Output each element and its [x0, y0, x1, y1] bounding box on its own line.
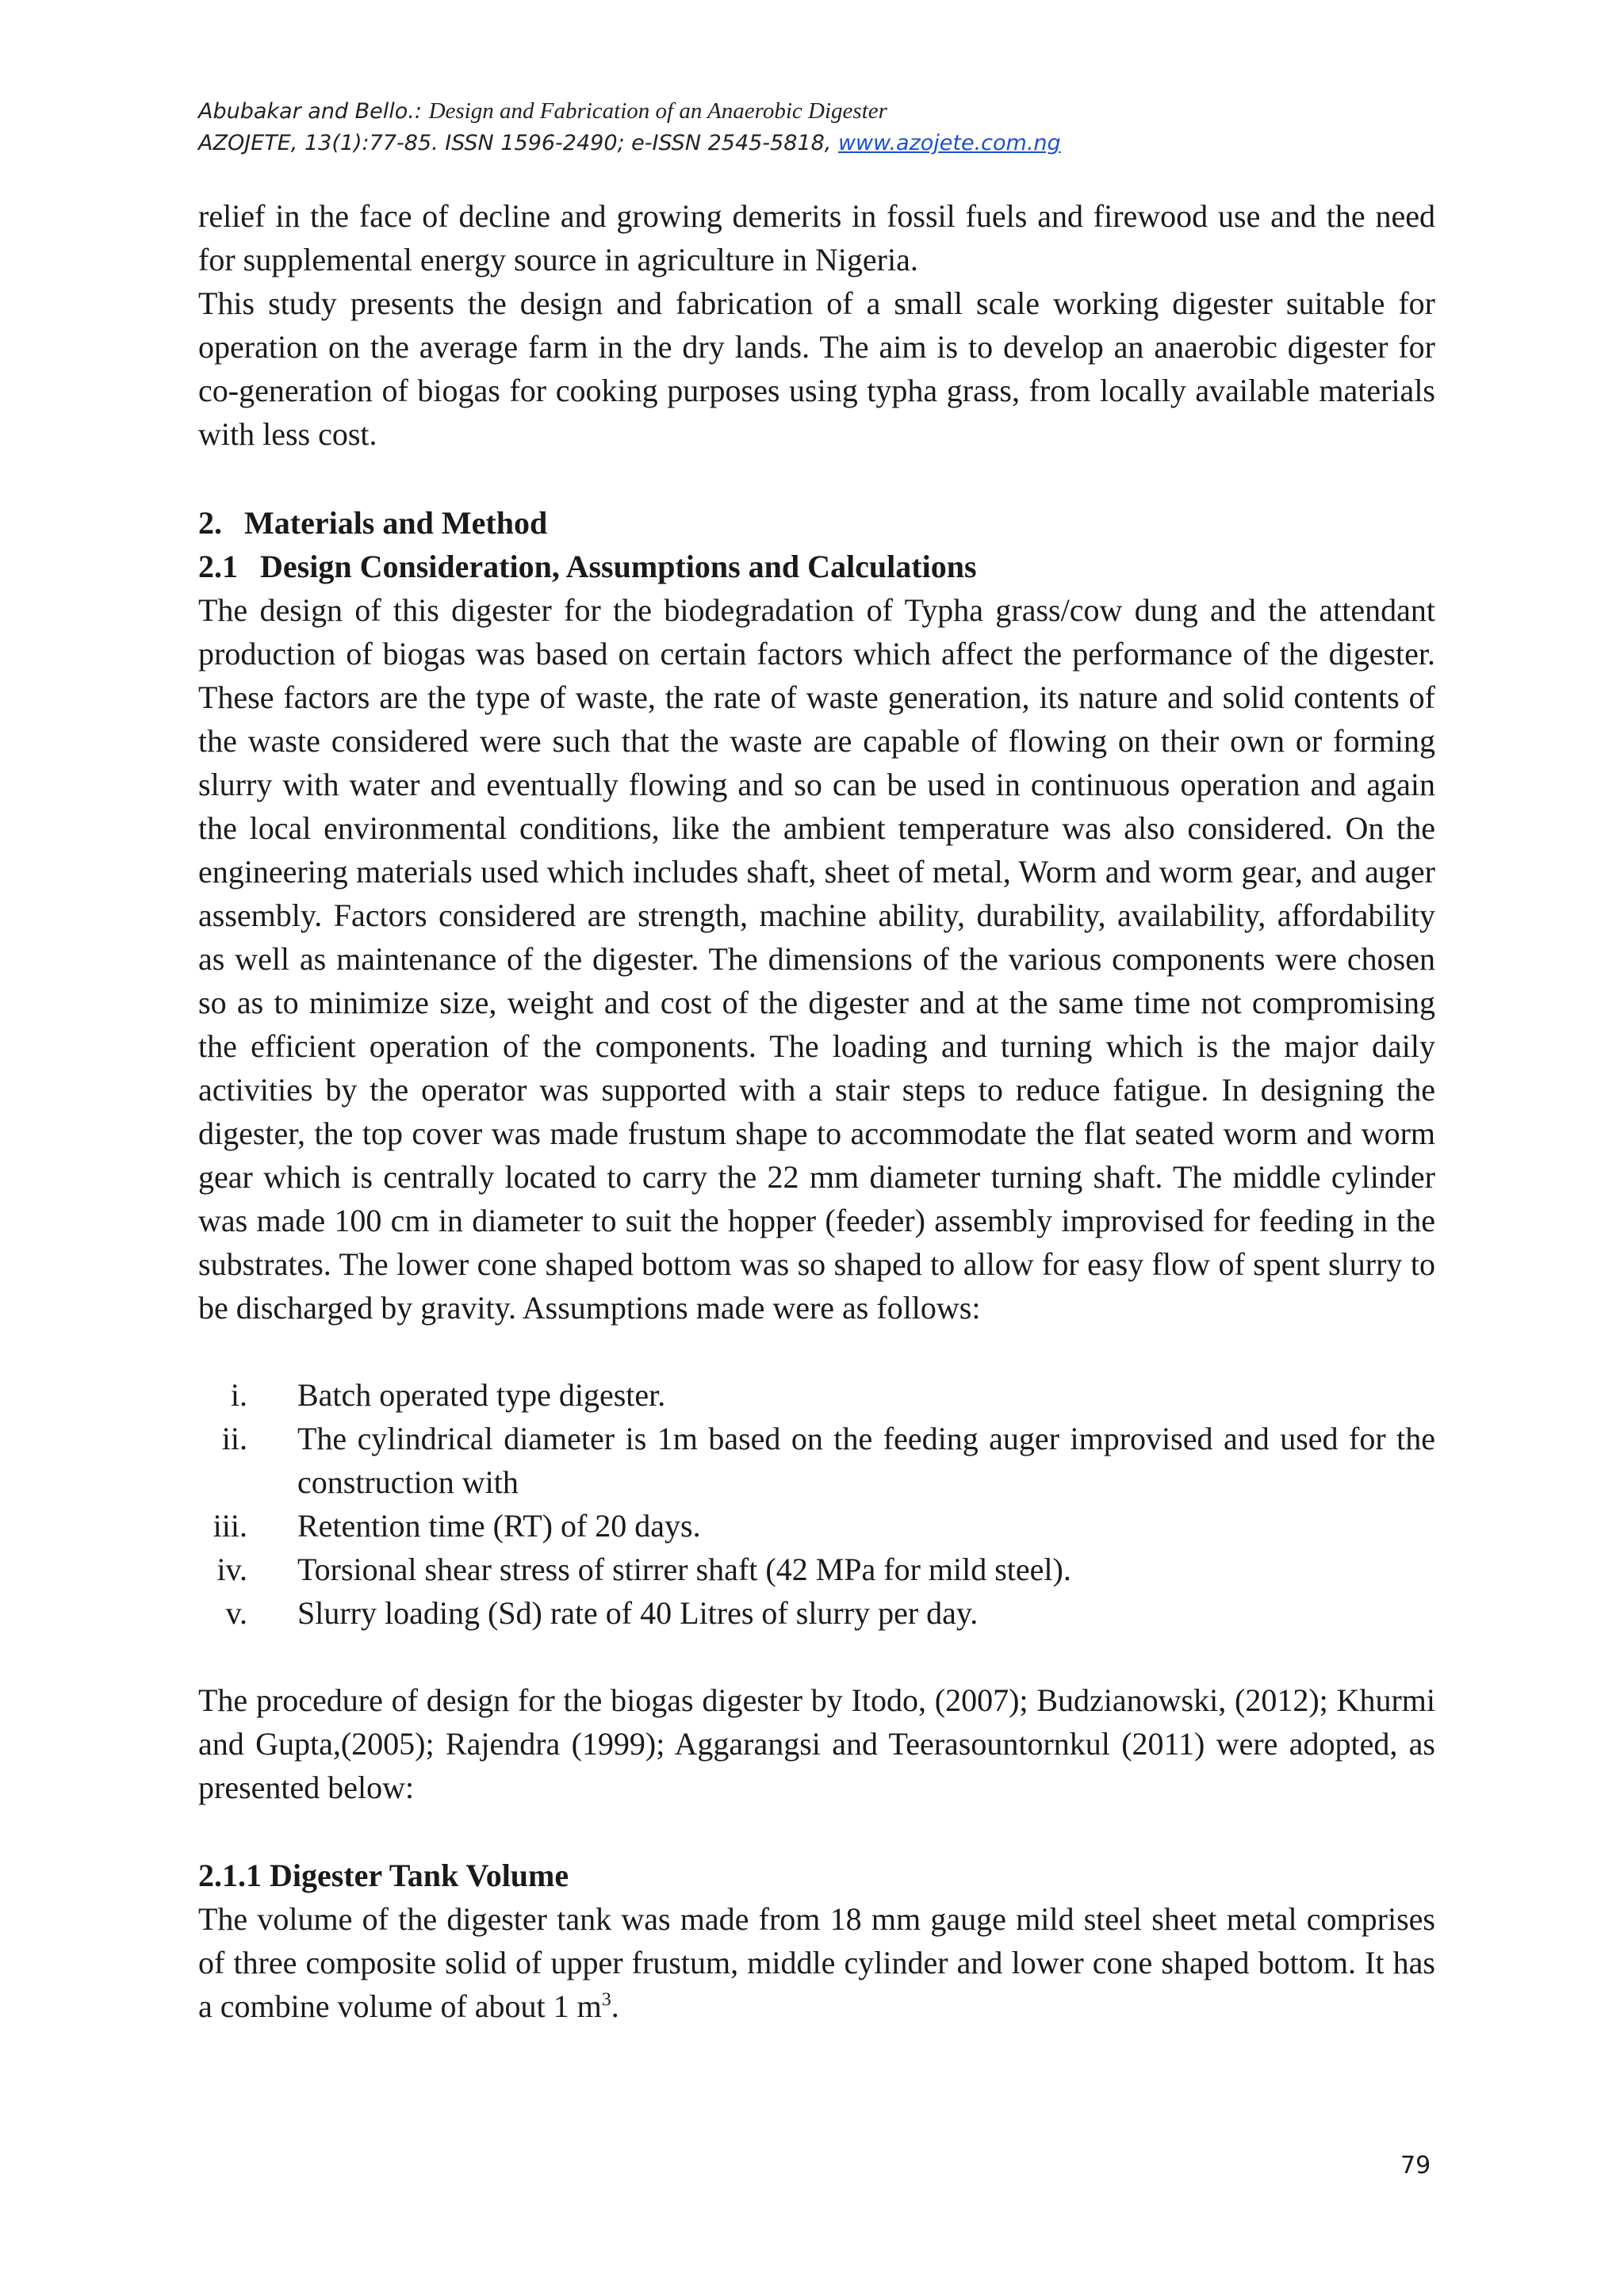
list-item — [198, 1417, 1435, 1504]
header-line-1 — [198, 95, 1435, 128]
header-journal-citation: AZOJETE, 13(1):77-85. ISSN 1596-2490; e-ISSN 2545-5818, — [198, 131, 832, 155]
list-item — [198, 1373, 1435, 1417]
list-marker: v. — [225, 1595, 247, 1631]
tank-volume-paragraph — [198, 1897, 1435, 2028]
section-title: Materials and Method — [244, 505, 548, 541]
list-item-text: Batch operated type digester. — [297, 1377, 666, 1413]
page-number: 79 — [1400, 2152, 1431, 2179]
list-marker: iv. — [216, 1552, 247, 1587]
running-header — [198, 95, 1435, 159]
section-heading-materials-method — [198, 501, 547, 545]
list-item-text: The cylindrical diameter is 1m based on the feeding auger improvised and used for the construction with — [297, 1421, 1435, 1500]
list-marker: i. — [230, 1377, 247, 1413]
list-item-text: Torsional shear stress of stirrer shaft (42 MPa for mild steel). — [297, 1552, 1071, 1587]
procedure-paragraph: The procedure of design for the biogas digester by Itodo, (2007); Budzianowski, (2012); Khurmi and Gupta,(2005); Rajendra (1999); Aggarangsi and Teerasountornkul (2011) were adopted, as presented below: — [198, 1682, 1435, 1805]
subsection-heading-design-consideration — [198, 545, 977, 588]
list-item-text: Slurry loading (Sd) rate of 40 Litres of slurry per day. — [297, 1595, 979, 1631]
list-item-text: Retention time (RT) of 20 days. — [297, 1508, 701, 1544]
superscript-exponent: 3 — [601, 1989, 611, 2011]
subsubsection-heading-tank-volume: 2.1.1 Digester Tank Volume — [198, 1858, 569, 1893]
intro-continuation-paragraph: relief in the face of decline and growing demerits in fossil fuels and firewood use and the need for supplemental energy source in agriculture in Nigeria. — [198, 198, 1435, 277]
header-article-title: Design and Fabrication of an Anaerobic Digester — [428, 98, 887, 124]
subsection-title: Design Consideration, Assumptions and Calculations — [260, 549, 977, 584]
list-item — [198, 1591, 1435, 1635]
list-marker: ii. — [221, 1421, 247, 1456]
tank-volume-end: . — [611, 1988, 619, 2024]
tank-volume-text: The volume of the digester tank was made from 18 mm gauge mild steel sheet metal comprises of three composite solid of upper frustum, middle cylinder and lower cone shaped bottom. It has a combine volume of about 1 m — [198, 1901, 1435, 2024]
section-number: 2. — [198, 505, 222, 541]
list-item — [198, 1548, 1435, 1591]
journal-url-link[interactable]: www.azojete.com.ng — [837, 131, 1061, 155]
header-authors: Abubakar and Bello.: — [198, 99, 422, 124]
study-aim-paragraph: This study presents the design and fabrication of a small scale working digester suitable for operation on the average farm in the dry lands. The aim is to develop an anaerobic digester for co-generation of biogas for cooking purposes using typha grass, from locally available materials with less cost. — [198, 285, 1435, 452]
design-consideration-paragraph: The design of this digester for the biodegradation of Typha grass/cow dung and the attendant production of biogas was based on certain factors which affect the performance of the digester. These factors are the type of waste, the rate of waste generation, its nature and solid contents of the waste considered were such that the waste are capable of flowing on their own or forming slurry with water and eventually flowing and so can be used in continuous operation and again the local environmental conditions, like the ambient temperature was also considered. On the engineering materials used which includes shaft, sheet of metal, Worm and worm gear, and auger assembly. Factors considered are strength, machine ability, durability, availability, affordability as well as maintenance of the digester. The dimensions of the various components were chosen so as to minimize size, weight and cost of the digester and at the same time not compromising the efficient operation of the components. The loading and turning which is the major daily activities by the operator was supported with a stair steps to reduce fatigue. In designing the digester, the top cover was made frustum shape to accommodate the flat seated worm and worm gear which is centrally located to carry the 22 mm diameter turning shaft. The middle cylinder was made 100 cm in diameter to suit the hopper (feeder) assembly improvised for feeding in the substrates. The lower cone shaped bottom was so shaped to allow for easy flow of spent slurry to be discharged by gravity. Assumptions made were as follows: — [198, 592, 1435, 1326]
header-line-2 — [198, 128, 1435, 159]
list-item — [198, 1504, 1435, 1548]
assumptions-list — [198, 1373, 1435, 1635]
subsection-number: 2.1 — [198, 549, 238, 584]
list-marker: iii. — [213, 1508, 247, 1544]
